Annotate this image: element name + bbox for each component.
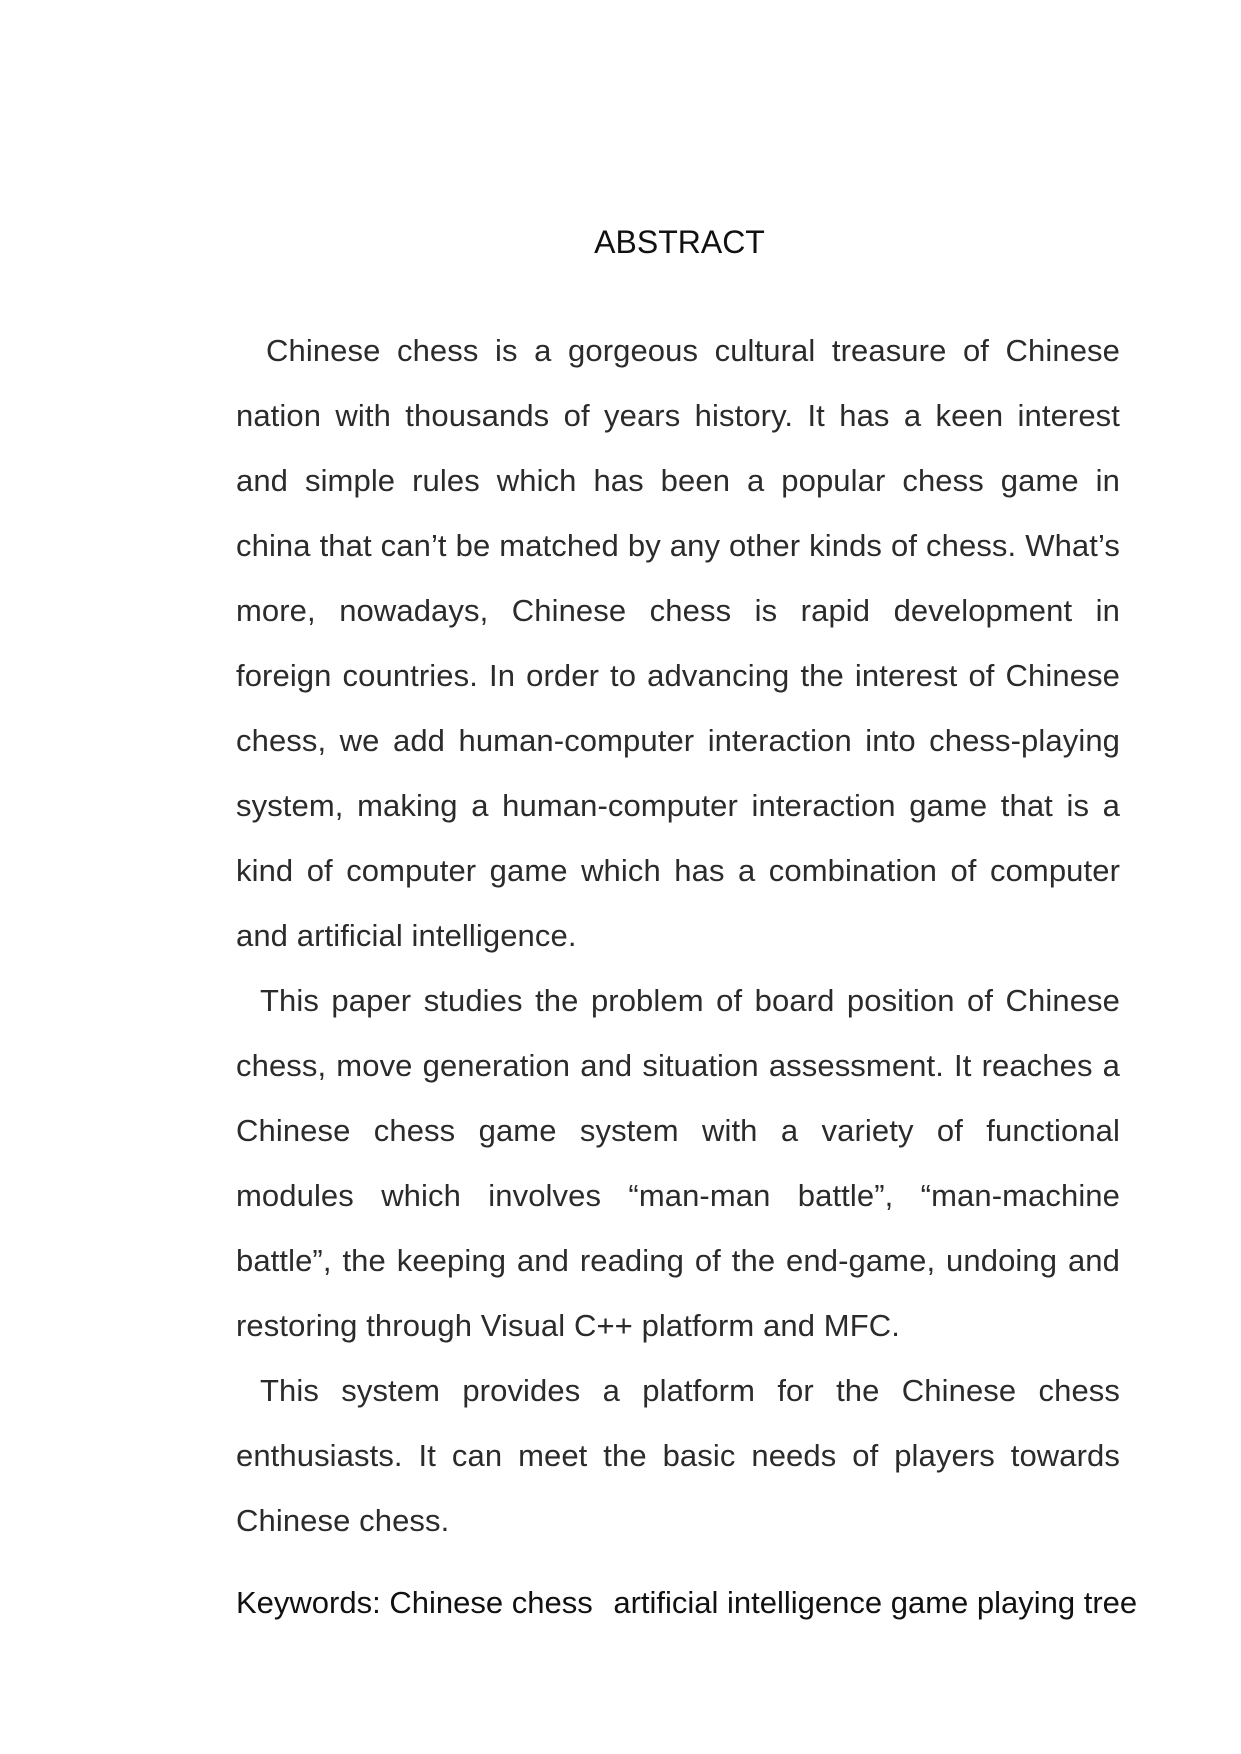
keyword-term: Chinese chess — [389, 1585, 593, 1620]
keyword-term: artificial intelligence game playing tree — [613, 1585, 1138, 1620]
abstract-heading — [0, 222, 1241, 262]
abstract-paragraph-3: This system provides a platform for the Chinese chess enthusiasts. It can meet the basic needs of players towards Chinese chess. — [236, 1373, 1120, 1538]
abstract-paragraph-1: Chinese chess is a gorgeous cultural treasure of Chinese nation with thousands of years history. It has a keen interest and simple rules which has been a popular chess game in china that can’t be matched by any other kinds of chess. What’s more, nowadays, Chinese chess is rapid development in foreign countries. In order to advancing the interest of Chinese chess, we add human-computer interaction into chess-playing system, making a human-computer interaction game that is a kind of computer game which has a combination of computer and artificial intelligence. — [236, 333, 1120, 953]
abstract-heading-text: ABSTRACT — [594, 224, 765, 260]
keywords-label: Keywords: — [236, 1585, 381, 1620]
keywords-line — [236, 1583, 1138, 1623]
abstract-paragraph-2: This paper studies the problem of board position of Chinese chess, move generation and situation assessment. It reaches a Chinese chess game system with a variety of functional modules which involves “man-man battle”, “man-machine battle”, the keeping and reading of the end-game, undoing and restoring through Visual C++ platform and MFC. — [236, 983, 1120, 1343]
abstract-body — [236, 318, 1120, 1553]
